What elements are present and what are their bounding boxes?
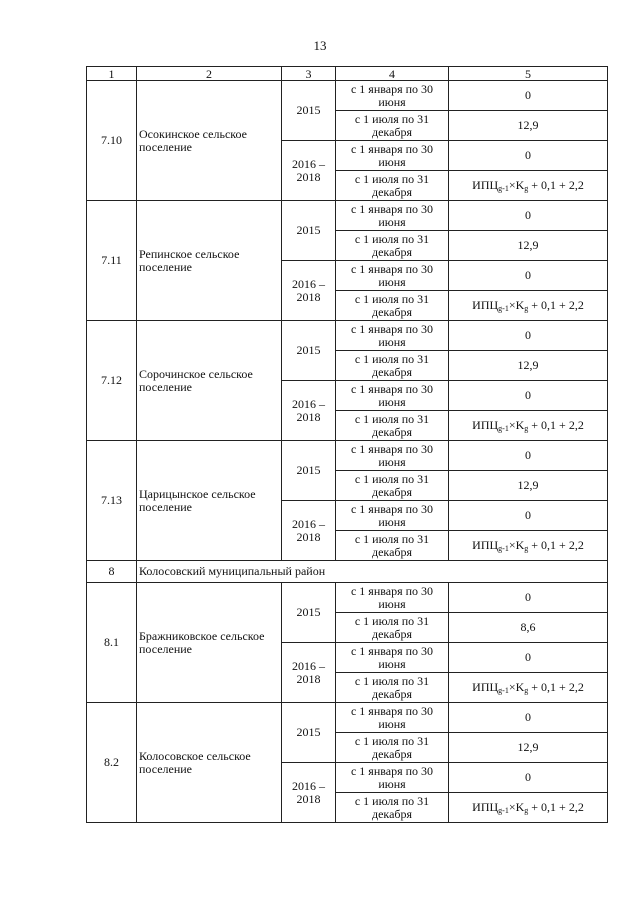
formula-coefficient: ×K xyxy=(508,800,525,814)
period-cell: с 1 января по 30 июня xyxy=(336,763,449,793)
formula-cpi-subscript: g-1 xyxy=(498,686,509,695)
table-row xyxy=(87,81,608,111)
period-cell: с 1 июля по 31 декабря xyxy=(336,531,449,561)
formula-cpi-subscript: g-1 xyxy=(498,184,509,193)
column-number-3: 3 xyxy=(282,67,336,81)
section-row xyxy=(87,561,608,583)
formula-cpi-subscript: g-1 xyxy=(498,544,509,553)
period-cell: с 1 января по 30 июня xyxy=(336,141,449,171)
value-cell: 0 xyxy=(449,201,608,231)
formula-coefficient: ×K xyxy=(508,418,525,432)
period-cell: с 1 июля по 31 декабря xyxy=(336,733,449,763)
table-row xyxy=(87,201,608,231)
formula-cell xyxy=(449,793,608,823)
period-cell: с 1 января по 30 июня xyxy=(336,501,449,531)
formula-cell xyxy=(449,411,608,441)
year-range: 2015 xyxy=(282,81,336,141)
period-cell: с 1 января по 30 июня xyxy=(336,81,449,111)
period-cell: с 1 июля по 31 декабря xyxy=(336,171,449,201)
value-cell: 0 xyxy=(449,321,608,351)
period-cell: с 1 января по 30 июня xyxy=(336,703,449,733)
formula-cpi: ИПЦ xyxy=(472,418,499,432)
value-cell: 0 xyxy=(449,381,608,411)
formula-coefficient: ×K xyxy=(508,178,525,192)
period-cell: с 1 июля по 31 декабря xyxy=(336,411,449,441)
settlement-number: 7.11 xyxy=(87,201,137,321)
formula-coefficient: ×K xyxy=(508,538,525,552)
formula-cell xyxy=(449,171,608,201)
column-number-1: 1 xyxy=(87,67,137,81)
column-number-2: 2 xyxy=(137,67,282,81)
period-cell: с 1 января по 30 июня xyxy=(336,201,449,231)
section-number: 8 xyxy=(87,561,137,583)
formula-cell xyxy=(449,531,608,561)
year-range: 2015 xyxy=(282,321,336,381)
settlement-name: Колосовское сельское поселение xyxy=(137,703,282,823)
period-cell: с 1 января по 30 июня xyxy=(336,321,449,351)
year-range: 2015 xyxy=(282,201,336,261)
formula-coefficient-subscript: g xyxy=(524,184,529,193)
table-row xyxy=(87,321,608,351)
formula-cpi: ИПЦ xyxy=(472,178,499,192)
year-range: 2015 xyxy=(282,703,336,763)
formula-coefficient-subscript: g xyxy=(524,304,529,313)
formula-cpi: ИПЦ xyxy=(472,800,499,814)
year-range: 2016 – 2018 xyxy=(282,261,336,321)
period-cell: с 1 июля по 31 декабря xyxy=(336,111,449,141)
value-cell: 0 xyxy=(449,261,608,291)
period-cell: с 1 июля по 31 декабря xyxy=(336,793,449,823)
table-row xyxy=(87,441,608,471)
period-cell: с 1 июля по 31 декабря xyxy=(336,673,449,703)
formula-coefficient: ×K xyxy=(508,680,525,694)
period-cell: с 1 января по 30 июня xyxy=(336,441,449,471)
formula-addends: + 0,1 + 2,2 xyxy=(528,538,584,552)
settlement-name: Бражниковское сельское поселение xyxy=(137,583,282,703)
formula-coefficient-subscript: g xyxy=(524,424,529,433)
column-number-row xyxy=(87,67,608,81)
value-cell: 0 xyxy=(449,703,608,733)
settlement-number: 7.12 xyxy=(87,321,137,441)
formula-cpi-subscript: g-1 xyxy=(498,806,509,815)
page-number: 13 xyxy=(313,38,327,53)
period-cell: с 1 июля по 31 декабря xyxy=(336,231,449,261)
formula-cpi: ИПЦ xyxy=(472,298,499,312)
formula-coefficient: ×K xyxy=(508,298,525,312)
section-title: Колосовский муниципальный район xyxy=(137,561,608,583)
year-range: 2015 xyxy=(282,583,336,643)
settlement-number: 7.13 xyxy=(87,441,137,561)
value-cell: 12,9 xyxy=(449,351,608,381)
period-cell: с 1 января по 30 июня xyxy=(336,261,449,291)
value-cell: 0 xyxy=(449,501,608,531)
settlement-name: Осокинское сельское поселение xyxy=(137,81,282,201)
value-cell: 12,9 xyxy=(449,231,608,261)
formula-addends: + 0,1 + 2,2 xyxy=(528,298,584,312)
settlement-number: 8.1 xyxy=(87,583,137,703)
settlement-number: 7.10 xyxy=(87,81,137,201)
value-cell: 8,6 xyxy=(449,613,608,643)
period-cell: с 1 июля по 31 декабря xyxy=(336,351,449,381)
period-cell: с 1 июля по 31 декабря xyxy=(336,471,449,501)
value-cell: 0 xyxy=(449,643,608,673)
settlement-number: 8.2 xyxy=(87,703,137,823)
year-range: 2016 – 2018 xyxy=(282,501,336,561)
formula-addends: + 0,1 + 2,2 xyxy=(528,800,584,814)
formula-cpi: ИПЦ xyxy=(472,538,499,552)
formula-cell xyxy=(449,291,608,321)
period-cell: с 1 января по 30 июня xyxy=(336,643,449,673)
column-number-4: 4 xyxy=(336,67,449,81)
formula-cell xyxy=(449,673,608,703)
table-body xyxy=(87,67,608,823)
value-cell: 12,9 xyxy=(449,733,608,763)
period-cell: с 1 июля по 31 декабря xyxy=(336,613,449,643)
formula-coefficient-subscript: g xyxy=(524,544,529,553)
formula-addends: + 0,1 + 2,2 xyxy=(528,418,584,432)
column-number-5: 5 xyxy=(449,67,608,81)
value-cell: 0 xyxy=(449,763,608,793)
period-cell: с 1 января по 30 июня xyxy=(336,381,449,411)
table-row xyxy=(87,583,608,613)
value-cell: 0 xyxy=(449,81,608,111)
formula-cpi-subscript: g-1 xyxy=(498,424,509,433)
settlement-name: Царицынское сельское поселение xyxy=(137,441,282,561)
table-row xyxy=(87,703,608,733)
tariff-table xyxy=(86,66,608,823)
value-cell: 0 xyxy=(449,141,608,171)
period-cell: с 1 июля по 31 декабря xyxy=(336,291,449,321)
formula-addends: + 0,1 + 2,2 xyxy=(528,680,584,694)
formula-cpi: ИПЦ xyxy=(472,680,499,694)
value-cell: 0 xyxy=(449,441,608,471)
value-cell: 12,9 xyxy=(449,111,608,141)
year-range: 2016 – 2018 xyxy=(282,763,336,823)
formula-cpi-subscript: g-1 xyxy=(498,304,509,313)
formula-coefficient-subscript: g xyxy=(524,686,529,695)
period-cell: с 1 января по 30 июня xyxy=(336,583,449,613)
settlement-name: Сорочинское сельское поселение xyxy=(137,321,282,441)
settlement-name: Репинское сельское поселение xyxy=(137,201,282,321)
formula-addends: + 0,1 + 2,2 xyxy=(528,178,584,192)
value-cell: 0 xyxy=(449,583,608,613)
year-range: 2016 – 2018 xyxy=(282,381,336,441)
year-range: 2016 – 2018 xyxy=(282,141,336,201)
year-range: 2015 xyxy=(282,441,336,501)
year-range: 2016 – 2018 xyxy=(282,643,336,703)
formula-coefficient-subscript: g xyxy=(524,806,529,815)
value-cell: 12,9 xyxy=(449,471,608,501)
